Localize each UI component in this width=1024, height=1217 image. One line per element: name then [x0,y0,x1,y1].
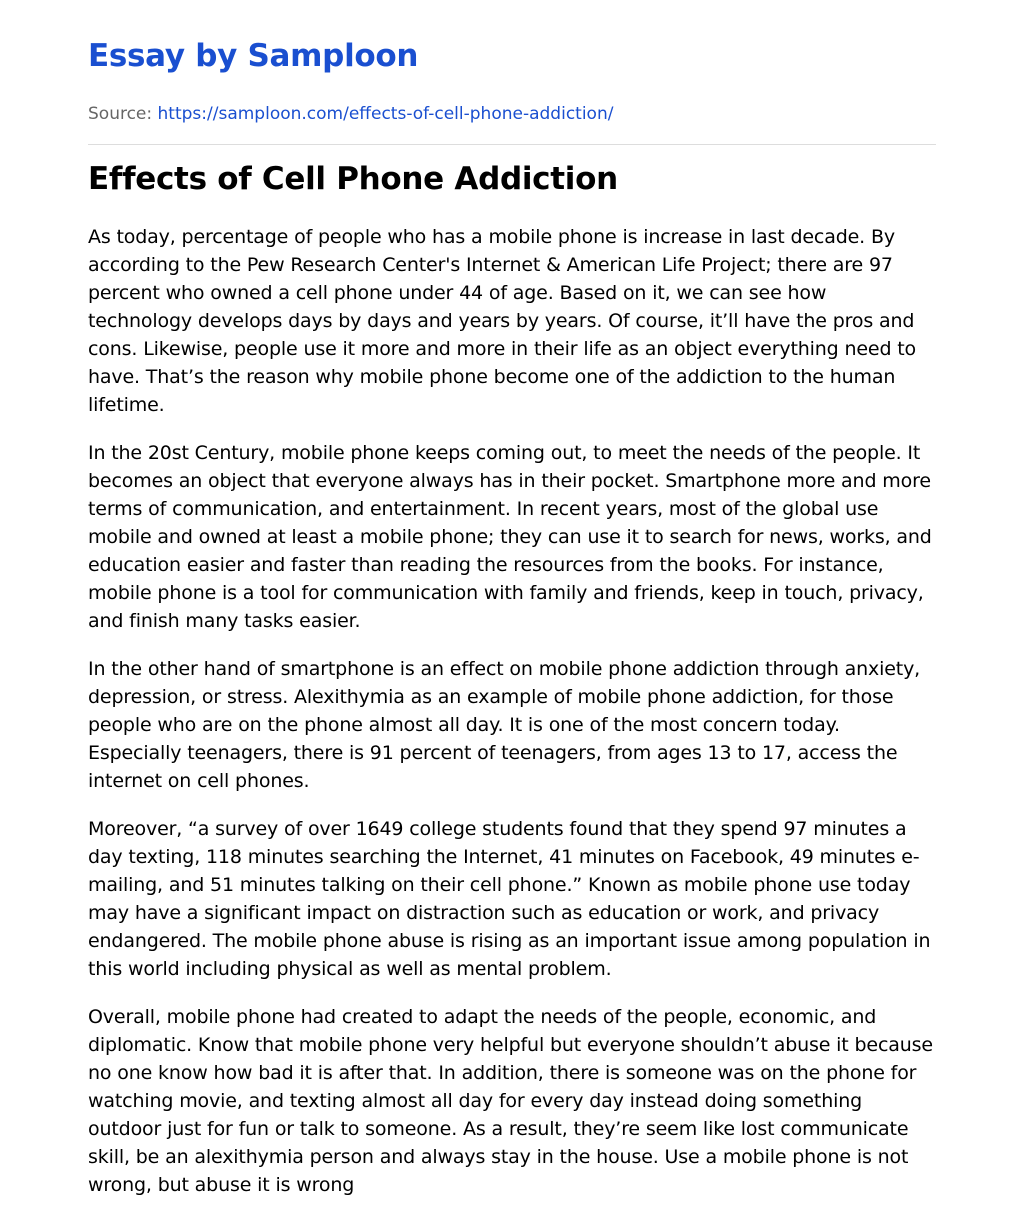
source-label: Source: [88,104,153,124]
essay-paragraph: Moreover, “a survey of over 1649 college students found that they spend 97 minutes a day texting, 118 minutes searching the Internet, 41 minutes on Facebook, 49 minutes e-mailing, and 51 minutes talking on their cell phone.” Known as mobile phone use today may have a significant impact on distraction such as education or work, and privacy endangered. The mobile phone abuse is rising as an important issue among population in this world including physical as well as mental problem. [88,818,931,980]
essay-body [88,223,936,1199]
essay-paragraph: In the other hand of smartphone is an effect on mobile phone addiction through anxiety, depression, or stress. Alexithymia as an example of mobile phone addiction, for those people who are on the phone almost all day. It is one of the most concern today. Especially teenagers, there is 91 percent of teenagers, from ages 13 to 17, access the internet on cell phones. [88,658,921,792]
essay-page [88,0,936,1199]
essay-paragraph: In the 20st Century, mobile phone keeps coming out, to meet the needs of the people. It becomes an object that everyone always has in their pocket. Smartphone more and more terms of communication, and entertainment. In recent years, most of the global use mobile and owned at least a mobile phone; they can use it to search for news, works, and education easier and faster than reading the resources from the books. For instance, mobile phone is a tool for communication with family and friends, keep in touch, privacy, and finish many tasks easier. [88,442,932,632]
essay-paragraph: Overall, mobile phone had created to adapt the needs of the people, economic, and diplomatic. Know that mobile phone very helpful but everyone shouldn’t abuse it because no one know how bad it is after that. In addition, there is someone was on the phone for watching movie, and texting almost all day for every day instead doing something outdoor just for fun or talk to someone. As a result, they’re seem like lost communicate skill, be an alexithymia person and always stay in the house. Use a mobile phone is not wrong, but abuse it is wrong [88,1006,933,1196]
divider [88,144,936,145]
essay-paragraph: As today, percentage of people who has a mobile phone is increase in last decade. By according to the Pew Research Center's Internet & American Life Project; there are 97 percent who owned a cell phone under 44 of age. Based on it, we can see how technology develops days by days and years by years. Of course, it’ll have the pros and cons. Likewise, people use it more and more in their life as an object everything need to have. That’s the reason why mobile phone become one of the addiction to the human lifetime. [88,226,917,416]
brand-title: Essay by Samploon [88,38,419,74]
essay-title: Effects of Cell Phone Addiction [88,161,618,197]
source-link[interactable]: https://samploon.com/effects-of-cell-phone-addiction/ [157,104,614,124]
source-line [88,102,936,126]
